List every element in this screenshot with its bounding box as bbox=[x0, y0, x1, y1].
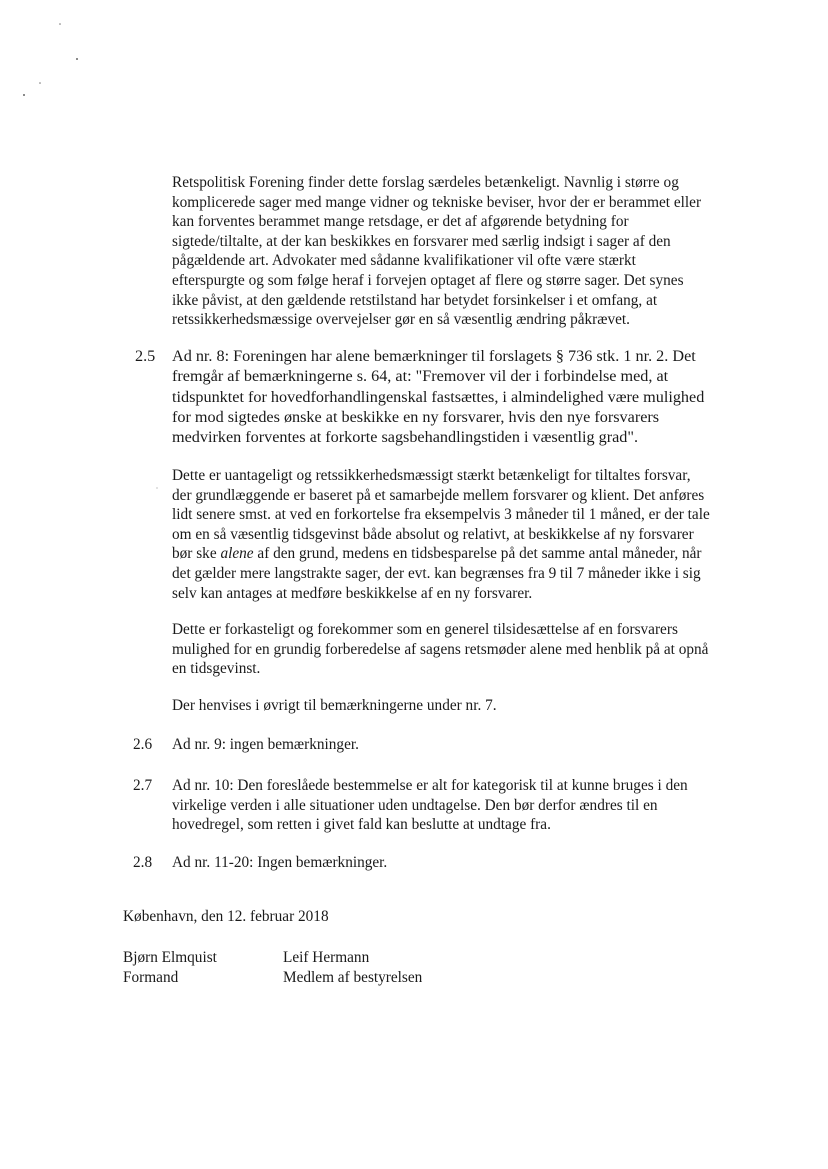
section-2-8-text: Ad nr. 11-20: Ingen bemærkninger. bbox=[172, 854, 388, 871]
signatory-name: Leif Hermann bbox=[283, 949, 370, 966]
emphasis-alene: alene bbox=[220, 545, 254, 563]
section-2-5-paragraph-3: Dette er forkasteligt og forekommer som en generel tilsidesættelse af en forsvarers mulighed for en grundig forberedelse af sagens retsmøder alene med henblik på at opnå en tidsgevinst. bbox=[172, 621, 709, 678]
dateline: København, den 12. februar 2018 bbox=[123, 908, 329, 925]
section-number-2-5: 2.5 bbox=[135, 347, 156, 365]
section-2-5-paragraph-2 bbox=[172, 466, 712, 603]
section-number-2-7: 2.7 bbox=[133, 777, 153, 794]
section-number-2-8: 2.8 bbox=[133, 854, 153, 871]
section-2-7-text: Ad nr. 10: Den foreslåede bestemmelse er alt for kategorisk til at kunne bruges i den virkelige verden i alle situationer uden undtagelse. Den bør derfor ændres til en hovedregel, som retten i givet fald kan beslutte at undtage fra. bbox=[172, 777, 688, 834]
signatory-role: Formand bbox=[123, 968, 179, 986]
section-2-5-paragraph-4: Der henvises i øvrigt til bemærkningerne under nr. 7. bbox=[172, 697, 497, 714]
section-2-5-text: Ad nr. 8: Foreningen har alene bemærkninger til forslagets § 736 stk. 1 nr. 2. Det fremgår af bemærkningerne s. 64, at: "Fremover vil der i forbindelse med, at tidspunktet for hovedforhandlingenskal fastsættes, i almindelighed være mulighed for mod sigtedes ønske at beskikke en ny forsvarer, hvis den nye forsvarers medvirken forventes at forkorte sagsbehandlingstiden i væsentlig grad". bbox=[172, 347, 705, 447]
signatory-role: Medlem af bestyrelsen bbox=[283, 968, 423, 986]
paragraph-text: af den grund, medens en tidsbesparelse på det samme antal måneder, når det gælder mere langstrakte sager, der evt. kan begrænses fra 9 til 7 måneder ikke i sig selv kan antages at medføre beskikkelse af en ny forsvarer. bbox=[172, 545, 702, 602]
section-number-2-6: 2.6 bbox=[133, 736, 153, 753]
intro-paragraph: Retspolitisk Forening finder dette forslag særdeles betænkeligt. Navnlig i større og komplicerede sager med mange vidner og tekniske beviser, hvor der er berammet eller kan forventes berammet mange retsdage, er det af afgørende betydning for sigtede/tiltalte, at der kan beskikkes en forsvarer med særlig indsigt i sager af den pågældende art. Advokater med sådanne kvalifikationer vil ofte være stærkt efterspurgte og som følge heraf i forvejen optaget af flere og større sager. Det synes ikke påvist, at den gældende retstilstand har betydet forsinkelser i et omfang, at retssikkerhedsmæssige overvejelser gør en så væsentlig ændring påkrævet. bbox=[172, 174, 702, 329]
signatory-chairman bbox=[123, 948, 217, 987]
section-2-6-text: Ad nr. 9: ingen bemærkninger. bbox=[172, 736, 359, 753]
signatory-name: Bjørn Elmquist bbox=[123, 949, 217, 966]
paragraph-text: Dette er uantageligt og retssikkerhedsmæssigt stærkt betænkeligt for tiltaltes forsvar, der grundlæggende er baseret på et samarbejde mellem forsvarer og klient. Det anføres lidt senere smst. at ved en forkortelse fra eksempelvis 3 måneder til 1 måned, er der tale om en så væsentlig tidsgevinst både absolut og relativt, at beskikkelse af ny forsvarer bør ske bbox=[172, 467, 710, 563]
signatory-board-member bbox=[283, 948, 422, 987]
